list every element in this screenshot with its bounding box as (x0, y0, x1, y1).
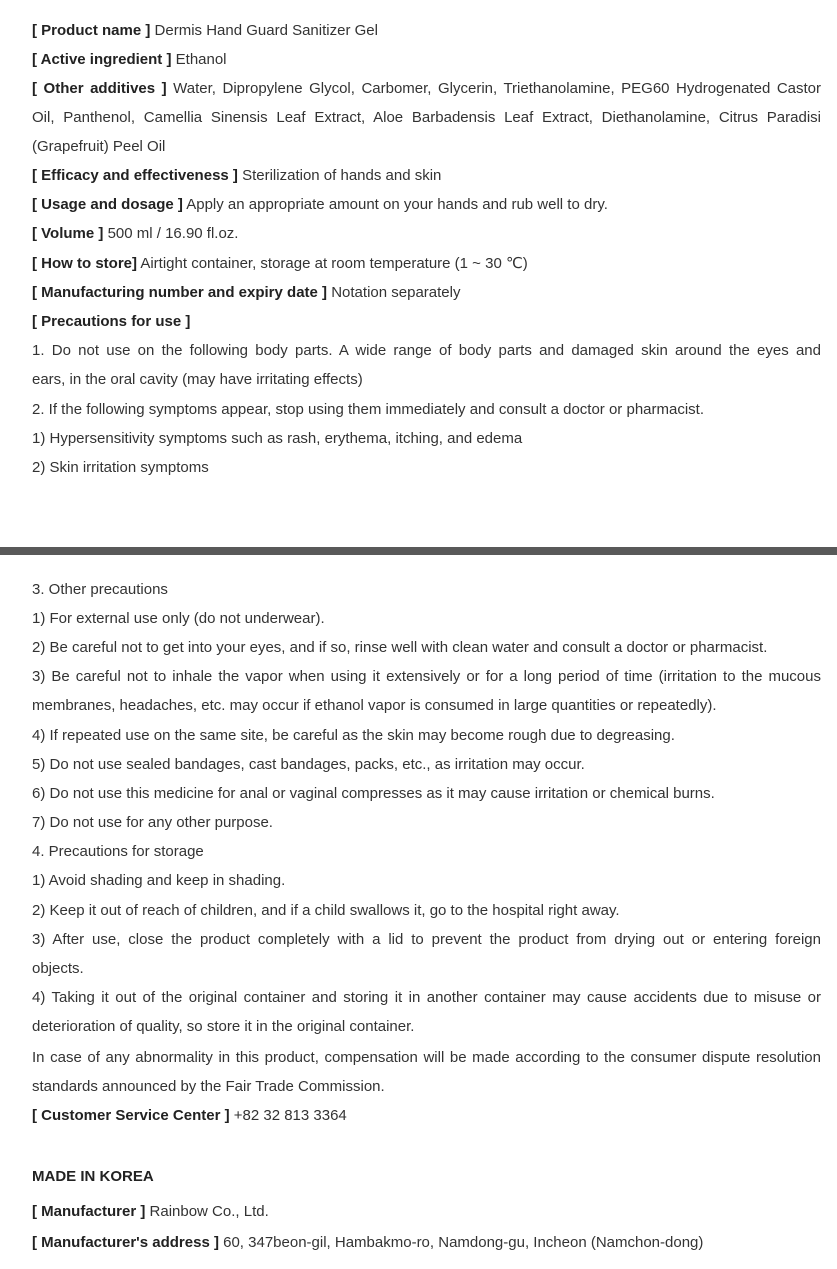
other-precaution-6: 6) Do not use this medicine for anal or vaginal compresses as it may cause irritation or chemical burns. (32, 785, 715, 802)
active-ingredient-label: [ Active ingredient ] (32, 51, 172, 68)
manufacturer-address-row (32, 1233, 703, 1253)
storage-item-4-line1: 4) Taking it out of the original container and storing it in another container may cause accidents due to misuse or (32, 989, 821, 1006)
volume-row (32, 224, 238, 244)
other-additives-line3: (Grapefruit) Peel Oil (32, 138, 166, 155)
usage-label: [ Usage and dosage ] (32, 196, 183, 213)
other-additives-label: [ Other additives ] (32, 80, 167, 97)
section-divider (0, 547, 837, 555)
other-precaution-1: 1) For external use only (do not underwear). (32, 610, 325, 627)
mfg-expiry-value: Notation separately (331, 284, 461, 301)
product-name-label: [ Product name ] (32, 22, 151, 39)
precaution-1-line1: 1. Do not use on the following body parts. A wide range of body parts and damaged skin around the eyes and (32, 342, 821, 359)
usage-row (32, 195, 608, 215)
storage-item-3-line1: 3) After use, close the product completely with a lid to prevent the product from drying out or entering foreign (32, 931, 821, 948)
customer-service-phone: +82 32 813 3364 (233, 1107, 347, 1124)
manufacturer-address-value: 60, 347beon-gil, Hambakmo-ro, Namdong-gu, Incheon (Namchon-dong) (223, 1234, 704, 1251)
precaution-1-line2: ears, in the oral cavity (may have irritating effects) (32, 371, 363, 388)
product-name-value: Dermis Hand Guard Sanitizer Gel (154, 22, 378, 39)
manufacturer-label: [ Manufacturer ] (32, 1203, 146, 1220)
other-precautions-heading: 3. Other precautions (32, 581, 168, 598)
storage-item-3-line2: objects. (32, 960, 84, 977)
manufacturer-value: Rainbow Co., Ltd. (149, 1203, 269, 1220)
storage-item-4-line2: deterioration of quality, so store it in the original container. (32, 1018, 415, 1035)
abnormality-line1: In case of any abnormality in this product, compensation will be made according to the consumer dispute resolution (32, 1049, 821, 1066)
other-additives-line2: Oil, Panthenol, Camellia Sinensis Leaf Extract, Aloe Barbadensis Leaf Extract, Diethanolamine, Citrus Paradisi (32, 109, 821, 126)
storage-item-1: 1) Avoid shading and keep in shading. (32, 872, 286, 889)
active-ingredient-row (32, 50, 227, 70)
precaution-2-item-1: 1) Hypersensitivity symptoms such as rash, erythema, itching, and edema (32, 430, 523, 447)
manufacturer-row (32, 1202, 269, 1222)
volume-label: [ Volume ] (32, 225, 104, 242)
storage-item-2: 2) Keep it out of reach of children, and if a child swallows it, go to the hospital right away. (32, 902, 620, 919)
active-ingredient-value: Ethanol (175, 51, 227, 68)
mfg-expiry-row (32, 283, 460, 303)
customer-service-row (32, 1106, 347, 1126)
other-precaution-3-line1: 3) Be careful not to inhale the vapor when using it extensively or for a long period of time (irritation to the mucous (32, 668, 821, 685)
other-precaution-7: 7) Do not use for any other purpose. (32, 814, 273, 831)
mfg-expiry-label: [ Manufacturing number and expiry date ] (32, 284, 328, 301)
volume-value: 500 ml / 16.90 fl.oz. (107, 225, 239, 242)
manufacturer-address-label: [ Manufacturer's address ] (32, 1234, 219, 1251)
how-to-store-value: Airtight container, storage at room temperature (1 ~ 30 ℃) (140, 255, 528, 272)
customer-service-label: [ Customer Service Center ] (32, 1107, 230, 1124)
other-additives-line1: Water, Dipropylene Glycol, Carbomer, Glycerin, Triethanolamine, PEG60 Hydrogenated Castor (173, 80, 821, 97)
other-precaution-5: 5) Do not use sealed bandages, cast bandages, packs, etc., as irritation may occur. (32, 756, 585, 773)
efficacy-value: Sterilization of hands and skin (242, 167, 442, 184)
precautions-heading: [ Precautions for use ] (32, 313, 191, 330)
other-precaution-2: 2) Be careful not to get into your eyes, and if so, rinse well with clean water and consult a doctor or pharmacist. (32, 639, 768, 656)
product-name-row (32, 21, 378, 41)
other-precaution-4: 4) If repeated use on the same site, be careful as the skin may become rough due to degreasing. (32, 727, 675, 744)
usage-value: Apply an appropriate amount on your hands and rub well to dry. (186, 196, 608, 213)
precaution-2: 2. If the following symptoms appear, stop using them immediately and consult a doctor or pharmacist. (32, 401, 704, 418)
efficacy-label: [ Efficacy and effectiveness ] (32, 167, 238, 184)
how-to-store-row (32, 254, 528, 274)
how-to-store-label: [ How to store] (32, 255, 137, 272)
precaution-2-item-2: 2) Skin irritation symptoms (32, 459, 209, 476)
other-precaution-3-line2: membranes, headaches, etc. may occur if ethanol vapor is consumed in large quantities or repeatedly). (32, 697, 717, 714)
abnormality-line2: standards announced by the Fair Trade Commission. (32, 1078, 385, 1095)
other-additives-row (32, 79, 821, 99)
storage-heading: 4. Precautions for storage (32, 843, 204, 860)
made-in-korea: MADE IN KOREA (32, 1168, 154, 1185)
efficacy-row (32, 166, 441, 186)
